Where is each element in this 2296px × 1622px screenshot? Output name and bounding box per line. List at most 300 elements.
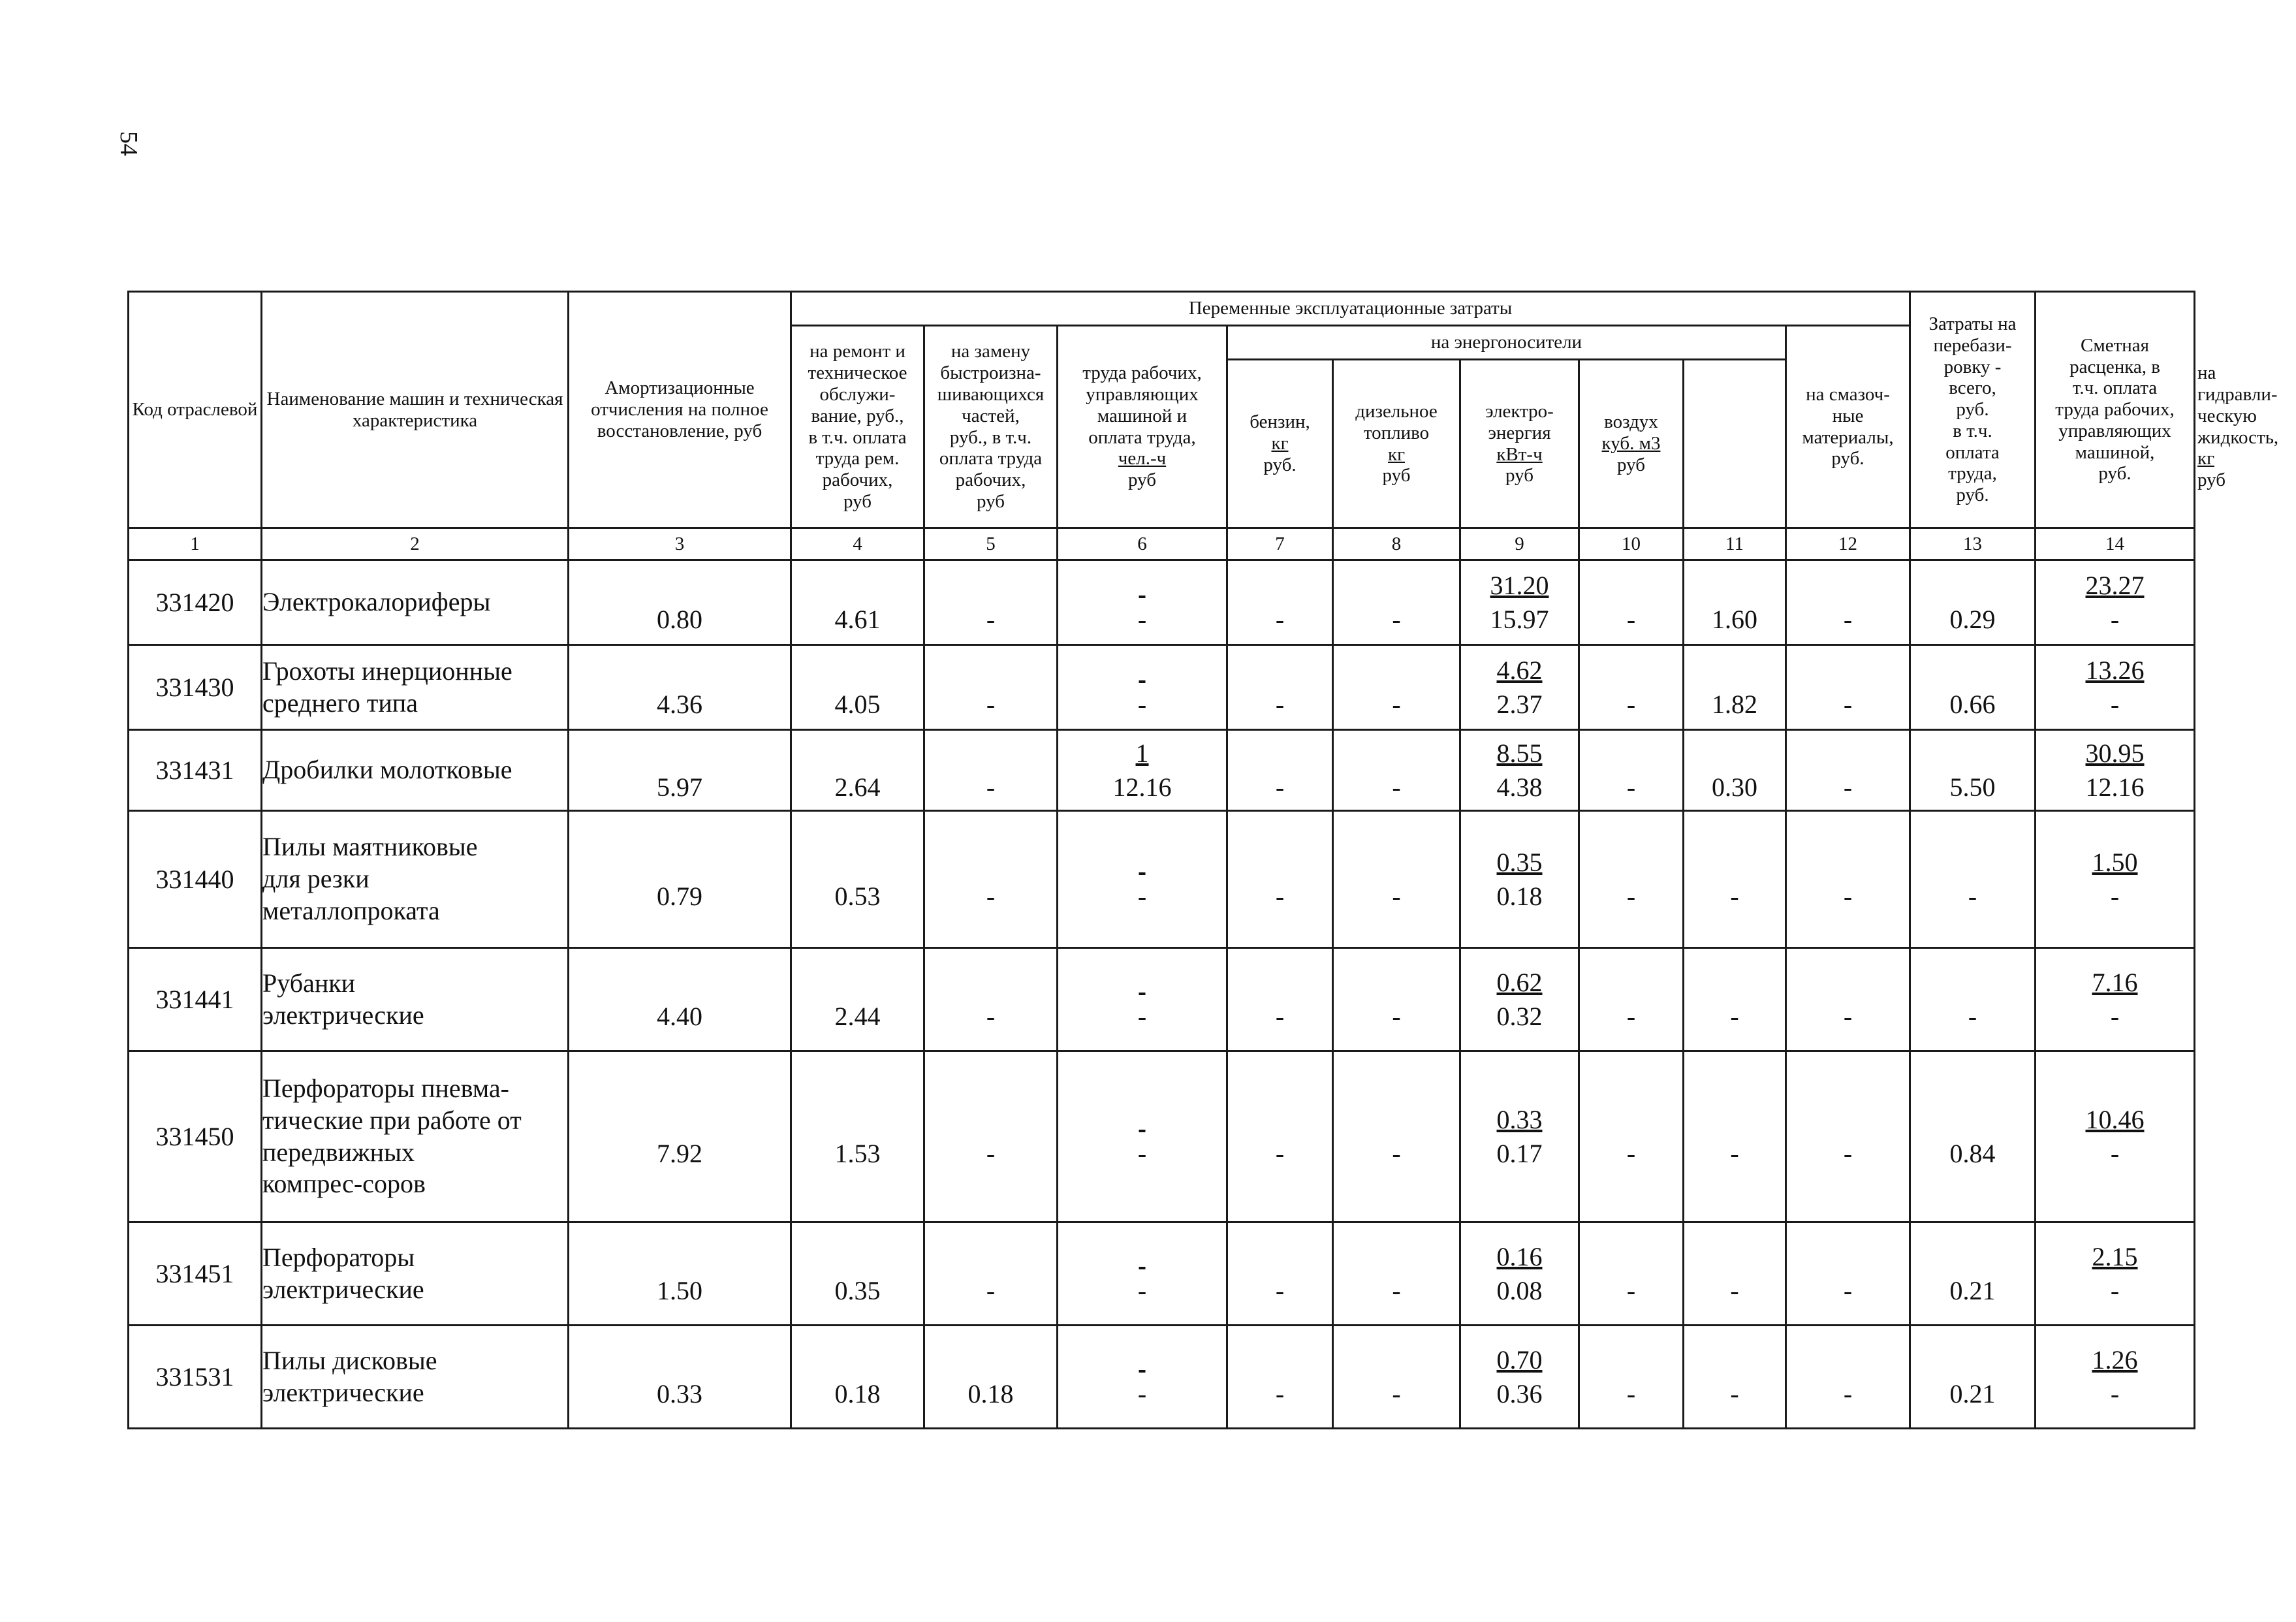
table-row (129, 645, 2195, 730)
lubricants-cell-value: - (1730, 1378, 1739, 1408)
repair-cell (791, 560, 924, 645)
page-number: 54 (115, 131, 142, 156)
parts-cell-value: - (986, 1001, 996, 1031)
parts-cell-value: - (986, 1138, 996, 1168)
labor-cell (1058, 1051, 1227, 1222)
hydraulic-cell-value: - (1843, 689, 1853, 719)
labor-cell (1058, 1222, 1227, 1326)
petrol-cell-value: - (1275, 1138, 1285, 1168)
air-cell (1579, 1222, 1684, 1326)
electricity-cell (1460, 948, 1579, 1051)
relocation-cell-value: 0.21 (1949, 1275, 1996, 1305)
petrol-cell (1227, 645, 1333, 730)
table-row (129, 560, 2195, 645)
relocation-cell-value: 0.21 (1949, 1378, 1996, 1408)
rate-cell-value: - (2110, 1001, 2120, 1031)
electricity-cell-total: 0.70 (1496, 1345, 1543, 1375)
header-amortization: Амортизационные отчисления на полное восстановление, руб (569, 292, 791, 528)
header-electricity: электро- энергия кВт-ч руб (1460, 360, 1579, 528)
relocation-cell (1910, 645, 2036, 730)
repair-cell (791, 1326, 924, 1429)
column-number: 8 (1333, 528, 1460, 560)
hydraulic-cell-value: - (1843, 604, 1853, 634)
header-energy: на энергоносители (1227, 326, 1786, 360)
machine-name-line: тические при работе от (262, 1105, 522, 1135)
machine-code: 331420 (129, 560, 262, 645)
machine-name-line: Перфораторы (262, 1242, 415, 1272)
relocation-cell-value: 5.50 (1949, 772, 1996, 802)
table-row (129, 730, 2195, 811)
labor-cell-total (1058, 1343, 1226, 1376)
air-cell-value: - (1626, 881, 1636, 911)
amortization-cell-value: 0.79 (657, 881, 702, 911)
electricity-cell-total: 31.20 (1490, 571, 1549, 601)
air-cell (1579, 560, 1684, 645)
machine-name-line: Перфораторы пневма- (262, 1073, 509, 1103)
repair-cell (791, 811, 924, 948)
column-number: 3 (569, 528, 791, 560)
rate-cell-total: 7.16 (2092, 968, 2138, 998)
header-labor: труда рабочих, управляющих машиной и оплата труда, чел.-ч руб (1058, 326, 1227, 528)
header-diesel: дизельное топливо кг руб (1333, 360, 1460, 528)
petrol-cell (1227, 560, 1333, 645)
lubricants-cell-value: - (1730, 1138, 1739, 1168)
diesel-cell (1333, 948, 1460, 1051)
labor-cell-value: - (1137, 689, 1147, 719)
parts-cell (924, 1051, 1058, 1222)
air-rub: руб (1617, 454, 1645, 475)
electricity-unit: кВт-ч (1496, 443, 1543, 465)
repair-cell-value: 0.18 (834, 1378, 881, 1408)
rate-cell (2036, 1051, 2195, 1222)
rate-cell (2036, 645, 2195, 730)
amortization-cell (569, 645, 791, 730)
parts-cell (924, 645, 1058, 730)
electricity-cell-total: 8.55 (1496, 739, 1543, 769)
machine-name (262, 730, 569, 811)
column-number-row (129, 528, 2195, 560)
electricity-cell-value: 0.18 (1496, 881, 1543, 911)
diesel-cell-value: - (1392, 1138, 1401, 1168)
machine-name (262, 1326, 569, 1429)
parts-cell (924, 1326, 1058, 1429)
electricity-cell (1460, 1326, 1579, 1429)
repair-cell (791, 948, 924, 1051)
hydraulic-cell (1786, 730, 1910, 811)
diesel-cell-value: - (1392, 689, 1401, 719)
labor-cell (1058, 560, 1227, 645)
air-cell-value: - (1626, 604, 1636, 634)
header-parts: на замену быстроизна- шивающихся частей, руб., в т.ч. оплата труда рабочих, руб (924, 326, 1058, 528)
petrol-cell (1227, 948, 1333, 1051)
hydraulic-cell (1786, 948, 1910, 1051)
relocation-cell (1910, 730, 2036, 811)
rate-cell-total: 23.27 (2085, 571, 2145, 601)
petrol-cell-value: - (1275, 689, 1285, 719)
relocation-cell (1910, 1222, 2036, 1326)
column-number: 11 (1684, 528, 1786, 560)
column-number: 9 (1460, 528, 1579, 560)
table-row (129, 1051, 2195, 1222)
relocation-cell (1910, 1326, 2036, 1429)
amortization-cell-value: 4.36 (657, 689, 702, 719)
relocation-cell-value: - (1968, 881, 1977, 911)
electricity-cell (1460, 1051, 1579, 1222)
machine-code: 331440 (129, 811, 262, 948)
rate-cell (2036, 1326, 2195, 1429)
air-cell-value: - (1626, 1138, 1636, 1168)
machine-rates-table (127, 291, 2279, 1429)
relocation-cell (1910, 560, 2036, 645)
machine-name-line: среднего типа (262, 688, 418, 718)
electricity-cell-total: 0.16 (1496, 1242, 1543, 1272)
header-air: воздух куб. м3 руб (1579, 360, 1684, 528)
rate-cell-value: - (2110, 1275, 2120, 1305)
column-number: 1 (129, 528, 262, 560)
lubricants-cell-value: 0.30 (1712, 772, 1757, 802)
labor-cell (1058, 1326, 1227, 1429)
lubricants-cell (1684, 730, 1786, 811)
table-header: Код отраслевой Наименование машин и техническая характеристика Амортизационные отчисления на полное восстановление, руб Переменные эксплуатационные затраты Затраты на перебази- ровку - всего, руб. в т.ч. оплата труда, руб. Сметная расценка, в т.ч. оплата труда рабочих, управляющих машиной, руб. на ремонт и техническое обслужи- вание, руб., в т.ч. оплата труда рем. рабочих, руб на замену быстроизна- шивающихся частей, руб., в т.ч. оплата труда рабочих, руб труда рабочих, управляющих машиной и оплата труда, чел.-ч руб на энергоносители на смазоч- ные материалы, руб. на гидравли- ческую жидкость, кг руб бензин, кг руб. дизельное топливо кг руб электро- энергия кВт-ч руб воздух куб. м3 руб 1 2 3 4 5 6 7 8 9 10 11 12 13 14 (129, 292, 2195, 560)
labor-cell (1058, 645, 1227, 730)
hydraulic-cell-value: - (1843, 1275, 1853, 1305)
electricity-cell (1460, 1222, 1579, 1326)
hydraulic-cell (1786, 811, 1910, 948)
labor-cell-value: - (1137, 1138, 1147, 1168)
table-row (129, 1222, 2195, 1326)
rate-cell-total: 1.50 (2092, 848, 2138, 878)
electricity-rub: руб (1505, 465, 1533, 486)
labor-cell-value: - (1137, 604, 1147, 634)
diesel-cell (1333, 560, 1460, 645)
petrol-cell-value: - (1275, 1378, 1285, 1408)
labor-cell-value: - (1137, 1378, 1147, 1408)
amortization-cell (569, 948, 791, 1051)
machine-name-line: Электрокалориферы (262, 587, 491, 617)
labor-cell (1058, 730, 1227, 811)
petrol-cell (1227, 1326, 1333, 1429)
petrol-cell-value: - (1275, 1275, 1285, 1305)
hydraulic-cell (1786, 645, 1910, 730)
lubricants-cell-value: - (1730, 881, 1739, 911)
diesel-cell (1333, 730, 1460, 811)
electricity-cell (1460, 730, 1579, 811)
machine-name (262, 1222, 569, 1326)
repair-cell-value: 2.64 (834, 772, 881, 802)
air-cell (1579, 730, 1684, 811)
column-number: 14 (2036, 528, 2195, 560)
labor-unit: чел.-ч (1118, 448, 1167, 469)
electricity-cell (1460, 645, 1579, 730)
labor-cell-total (1058, 1240, 1226, 1273)
lubricants-cell-value: - (1730, 1001, 1739, 1031)
column-number: 4 (791, 528, 924, 560)
machine-name (262, 645, 569, 730)
electricity-cell-value: 0.08 (1496, 1275, 1543, 1305)
petrol-cell (1227, 811, 1333, 948)
diesel-cell (1333, 1326, 1460, 1429)
labor-cell (1058, 811, 1227, 948)
rate-cell-total: 13.26 (2085, 656, 2145, 686)
machine-name-line: Пилы дисковые (262, 1345, 437, 1375)
air-cell (1579, 1051, 1684, 1222)
electricity-cell (1460, 560, 1579, 645)
petrol-cell (1227, 730, 1333, 811)
lubricants-cell (1684, 1222, 1786, 1326)
machine-name (262, 811, 569, 948)
parts-cell (924, 811, 1058, 948)
header-rate: Сметная расценка, в т.ч. оплата труда рабочих, управляющих машиной, руб. (2036, 292, 2195, 528)
hydraulic-cell-value: - (1843, 881, 1853, 911)
machine-name-line: Грохоты инерционные (262, 656, 512, 686)
machine-name-line: электрические (262, 1000, 424, 1030)
header-code: Код отраслевой (129, 292, 262, 528)
rate-cell (2036, 560, 2195, 645)
machine-name-line: для резки (262, 864, 370, 894)
parts-cell (924, 1222, 1058, 1326)
repair-cell-value: 2.44 (834, 1001, 881, 1031)
column-number: 2 (262, 528, 569, 560)
diesel-cell-value: - (1392, 1001, 1401, 1031)
petrol-cell-value: - (1275, 881, 1285, 911)
rate-cell-value: 12.16 (2085, 772, 2145, 802)
petrol-cell (1227, 1051, 1333, 1222)
lubricants-cell (1684, 1051, 1786, 1222)
rate-cell (2036, 948, 2195, 1051)
amortization-cell-value: 5.97 (657, 772, 702, 802)
amortization-cell (569, 1051, 791, 1222)
rate-cell-total: 10.46 (2085, 1105, 2145, 1135)
diesel-cell-value: - (1392, 604, 1401, 634)
hydraulic-cell (1786, 1051, 1910, 1222)
lubricants-cell (1684, 560, 1786, 645)
rate-cell-value: - (2110, 1378, 2120, 1408)
header-relocation: Затраты на перебази- ровку - всего, руб. в т.ч. оплата труда, руб. (1910, 292, 2036, 528)
electricity-cell-value: 0.32 (1496, 1001, 1543, 1031)
rate-cell-value: - (2110, 881, 2120, 911)
lubricants-cell (1684, 948, 1786, 1051)
column-number: 13 (1910, 528, 2036, 560)
parts-cell (924, 730, 1058, 811)
machine-name-line: Рубанки (262, 968, 356, 998)
labor-cell-value: - (1137, 1275, 1147, 1305)
parts-cell-value: - (986, 1275, 996, 1305)
header-petrol: бензин, кг руб. (1227, 360, 1333, 528)
machine-name-line: электрические (262, 1377, 424, 1407)
column-number: 10 (1579, 528, 1684, 560)
machine-code: 331441 (129, 948, 262, 1051)
relocation-cell-value: 0.29 (1949, 604, 1996, 634)
machine-name-line: передвижных (262, 1137, 415, 1167)
hydraulic-cell-value: - (1843, 1001, 1853, 1031)
electricity-cell-total: 0.33 (1496, 1105, 1543, 1135)
repair-cell-value: 4.05 (834, 689, 881, 719)
diesel-cell (1333, 1051, 1460, 1222)
electricity-cell (1460, 811, 1579, 948)
rate-cell-value: - (2110, 1138, 2120, 1168)
relocation-cell (1910, 948, 2036, 1051)
electricity-cell-value: 15.97 (1490, 604, 1549, 634)
electricity-cell-value: 0.17 (1496, 1138, 1543, 1168)
amortization-cell (569, 730, 791, 811)
machine-name (262, 560, 569, 645)
repair-cell (791, 1051, 924, 1222)
electricity-cell-total: 0.35 (1496, 848, 1543, 878)
rate-cell-value: - (2110, 689, 2120, 719)
parts-cell-value: - (986, 772, 996, 802)
machine-code: 331431 (129, 730, 262, 811)
amortization-cell (569, 1222, 791, 1326)
relocation-cell-value: - (1968, 1001, 1977, 1031)
relocation-cell (1910, 1051, 2036, 1222)
relocation-cell-value: 0.66 (1949, 689, 1996, 719)
table-row (129, 1326, 2195, 1429)
machine-name-line: Пилы маятниковые (262, 832, 478, 862)
lubricants-cell-value: - (1730, 1275, 1739, 1305)
machine-code: 331451 (129, 1222, 262, 1326)
hydraulic-cell-value: - (1843, 772, 1853, 802)
labor-cell-total (1058, 654, 1226, 687)
repair-cell-value: 4.61 (834, 604, 881, 634)
repair-cell-value: 0.53 (834, 881, 881, 911)
repair-cell (791, 645, 924, 730)
hydraulic-cell-value: - (1843, 1378, 1853, 1408)
petrol-cell-value: - (1275, 1001, 1285, 1031)
rate-cell-value: - (2110, 604, 2120, 634)
column-number: 7 (1227, 528, 1333, 560)
hydraulic-cell-value: - (1843, 1138, 1853, 1168)
machine-name-line: электрические (262, 1274, 424, 1304)
repair-cell (791, 730, 924, 811)
labor-cell-value: 12.16 (1112, 772, 1172, 802)
air-cell-value: - (1626, 1001, 1636, 1031)
lubricants-cell (1684, 645, 1786, 730)
parts-cell-value: 0.18 (967, 1378, 1014, 1408)
electricity-cell-value: 4.38 (1496, 772, 1543, 802)
petrol-cell (1227, 1222, 1333, 1326)
electricity-cell-value: 0.36 (1496, 1378, 1543, 1408)
air-cell (1579, 645, 1684, 730)
rate-cell (2036, 1222, 2195, 1326)
amortization-cell-value: 1.50 (657, 1275, 702, 1305)
air-cell-value: - (1626, 1378, 1636, 1408)
air-cell (1579, 1326, 1684, 1429)
machine-code: 331450 (129, 1051, 262, 1222)
parts-cell-value: - (986, 881, 996, 911)
labor-cell-total (1058, 846, 1226, 879)
rate-cell-total: 1.26 (2092, 1345, 2138, 1375)
lubricants-cell-value: 1.82 (1712, 689, 1757, 719)
repair-cell (791, 1222, 924, 1326)
diesel-cell-value: - (1392, 772, 1401, 802)
air-cell-value: - (1626, 1275, 1636, 1305)
labor-cell (1058, 948, 1227, 1051)
diesel-cell (1333, 811, 1460, 948)
air-cell (1579, 948, 1684, 1051)
machine-name-line: компрес-соров (262, 1169, 426, 1199)
electricity-cell-value: 2.37 (1496, 689, 1543, 719)
amortization-cell (569, 811, 791, 948)
labor-rub: руб (1128, 469, 1156, 491)
amortization-cell-value: 4.40 (657, 1001, 702, 1031)
petrol-cell-value: - (1275, 772, 1285, 802)
header-repair: на ремонт и техническое обслужи- вание, руб., в т.ч. оплата труда рем. рабочих, руб (791, 326, 924, 528)
rate-cell-total: 30.95 (2085, 739, 2145, 769)
header-name: Наименование машин и техническая характеристика (262, 292, 569, 528)
diesel-cell-value: - (1392, 1378, 1401, 1408)
diesel-unit: кг (1388, 443, 1405, 465)
amortization-cell (569, 560, 791, 645)
lubricants-cell (1684, 1326, 1786, 1429)
petrol-rub: руб. (1263, 454, 1297, 475)
amortization-cell-value: 0.33 (657, 1378, 702, 1408)
petrol-cell-value: - (1275, 604, 1285, 634)
repair-cell-value: 0.35 (834, 1275, 881, 1305)
table-body (129, 560, 2195, 1429)
electricity-cell-total: 0.62 (1496, 968, 1543, 998)
petrol-unit: кг (1271, 433, 1289, 454)
air-cell-value: - (1626, 689, 1636, 719)
relocation-cell (1910, 811, 2036, 948)
diesel-cell (1333, 645, 1460, 730)
amortization-cell-value: 7.92 (657, 1138, 702, 1168)
hydraulic-cell (1786, 1222, 1910, 1326)
column-number: 6 (1058, 528, 1227, 560)
lubricants-cell (1684, 811, 1786, 948)
lubricants-cell-value: 1.60 (1712, 604, 1757, 634)
relocation-cell-value: 0.84 (1949, 1138, 1996, 1168)
parts-cell (924, 560, 1058, 645)
parts-cell-value: - (986, 604, 996, 634)
diesel-cell-value: - (1392, 881, 1401, 911)
electricity-cell-total: 4.62 (1496, 656, 1543, 686)
rate-cell (2036, 811, 2195, 948)
labor-cell-value: - (1137, 1001, 1147, 1031)
labor-cell-total: 1 (1135, 739, 1149, 769)
machine-name-line: металлопроката (262, 895, 440, 925)
hydraulic-cell (1786, 1326, 1910, 1429)
table-row (129, 811, 2195, 948)
machine-name (262, 1051, 569, 1222)
diesel-cell-value: - (1392, 1275, 1401, 1305)
amortization-cell-value: 0.80 (657, 604, 702, 634)
rate-cell (2036, 730, 2195, 811)
header-variable-costs: Переменные эксплуатационные затраты (791, 292, 1910, 326)
parts-cell-value: - (986, 689, 996, 719)
labor-cell-total (1058, 1103, 1226, 1136)
air-cell-value: - (1626, 772, 1636, 802)
amortization-cell (569, 1326, 791, 1429)
diesel-cell (1333, 1222, 1460, 1326)
column-number: 5 (924, 528, 1058, 560)
labor-cell-total (1058, 569, 1226, 602)
column-number: 12 (1786, 528, 1910, 560)
repair-cell-value: 1.53 (834, 1138, 881, 1168)
rate-cell-total: 2.15 (2092, 1242, 2138, 1272)
header-lubricants: на смазоч- ные материалы, руб. (1786, 326, 1910, 528)
machine-code: 331430 (129, 645, 262, 730)
machine-name-line: Дробилки молотковые (262, 755, 512, 785)
hydraulic-cell (1786, 560, 1910, 645)
machine-name (262, 948, 569, 1051)
labor-cell-value: - (1137, 881, 1147, 911)
labor-cell-total (1058, 966, 1226, 999)
air-unit: куб. м3 (1601, 433, 1661, 454)
diesel-rub: руб (1382, 465, 1411, 486)
air-cell (1579, 811, 1684, 948)
machine-code: 331531 (129, 1326, 262, 1429)
parts-cell (924, 948, 1058, 1051)
